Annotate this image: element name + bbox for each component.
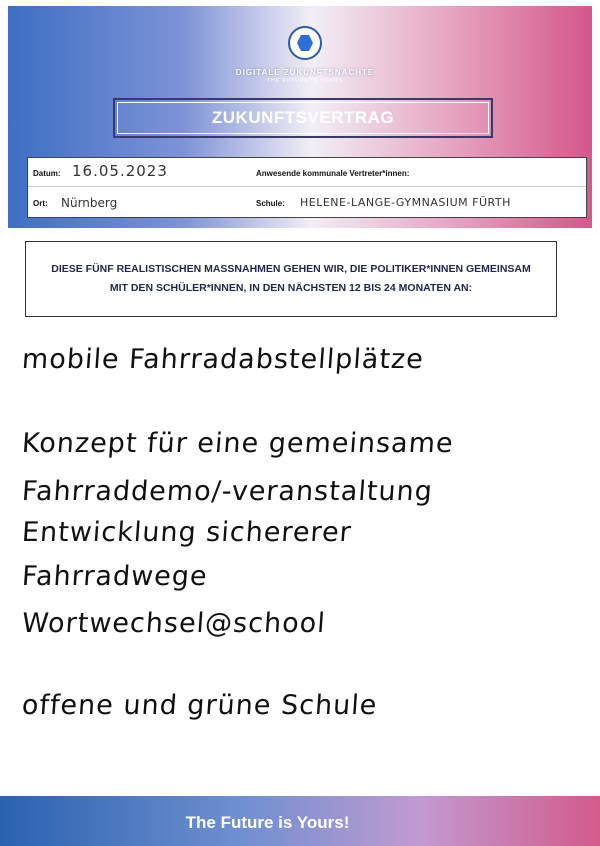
measure-item: offene und grüne Schule (20, 690, 379, 721)
brand-tagline: THE FUTURE IS YOURS (267, 78, 343, 84)
brand-name: DIGITALE ZUKUNFTSNÄCHTE (235, 68, 375, 77)
info-divider (28, 186, 586, 187)
measure-item: Fahrradwege (20, 561, 209, 592)
hexagon-logo-icon (288, 26, 322, 60)
measure-item: mobile Fahrradabstellplätze (20, 344, 425, 375)
measure-item: Fahrraddemo/-veranstaltung (20, 476, 434, 507)
page-title: ZUKUNFTSVERTRAG (117, 102, 489, 134)
place-value: Nürnberg (61, 196, 118, 210)
place-label: Ort: (33, 199, 48, 208)
info-panel (27, 157, 587, 218)
title-box (113, 98, 493, 138)
measure-item: Konzept für eine gemeinsame (20, 428, 455, 459)
footer-slogan: The Future is Yours! (185, 813, 350, 832)
date-label: Datum: (33, 169, 61, 178)
date-value: 16.05.2023 (72, 162, 168, 180)
school-label: Schule: (256, 199, 285, 208)
attendees-label: Anwesende kommunale Vertreter*innen: (256, 169, 410, 178)
commitment-statement: DIESE FÜNF REALISTISCHEN MASSNAHMEN GEHEN WIR, DIE POLITIKER*INNEN GEMEINSAM MIT DEN SCHÜLER*INNEN, IN DEN NÄCHSTEN 12 BIS 24 MONATEN AN: (25, 241, 557, 317)
measure-item: Entwicklung sichererer (20, 517, 353, 548)
school-value: HELENE-LANGE-GYMNASIUM FÜRTH (300, 196, 511, 209)
measure-item: Wortwechsel@school (20, 608, 327, 639)
